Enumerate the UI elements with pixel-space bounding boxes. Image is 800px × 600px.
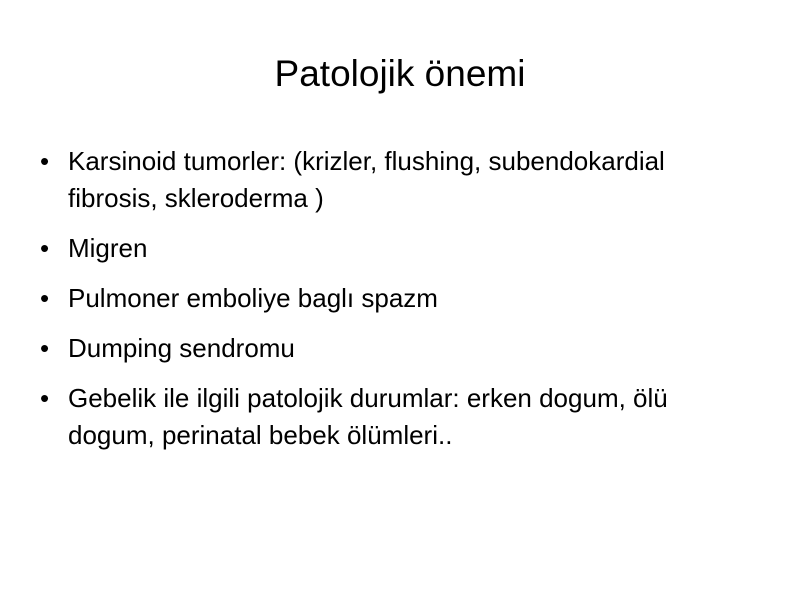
list-item xyxy=(40,230,760,267)
bullet-text: Gebelik ile ilgili patolojik durumlar: erken dogum, ölü dogum, perinatal bebek ölümleri.. xyxy=(68,383,668,450)
bullet-dot-icon: • xyxy=(40,233,50,263)
list-item xyxy=(40,280,760,317)
bullet-dot-icon: • xyxy=(40,283,50,313)
slide-title: Patolojik önemi xyxy=(274,53,526,94)
list-item xyxy=(40,330,760,367)
bullet-dot-icon: • xyxy=(40,333,50,363)
bullet-text: Dumping sendromu xyxy=(68,333,295,363)
bullet-text: Migren xyxy=(68,233,148,263)
bullet-text: Karsinoid tumorler: (krizler, flushing, subendokardial fibrosis, skleroderma ) xyxy=(68,146,665,213)
bullet-dot-icon: • xyxy=(40,383,50,413)
bullet-text: Pulmoner emboliye baglı spazm xyxy=(68,283,438,313)
bullet-list xyxy=(40,143,760,467)
list-item xyxy=(40,143,760,217)
bullet-dot-icon: • xyxy=(40,146,50,176)
list-item xyxy=(40,380,760,454)
